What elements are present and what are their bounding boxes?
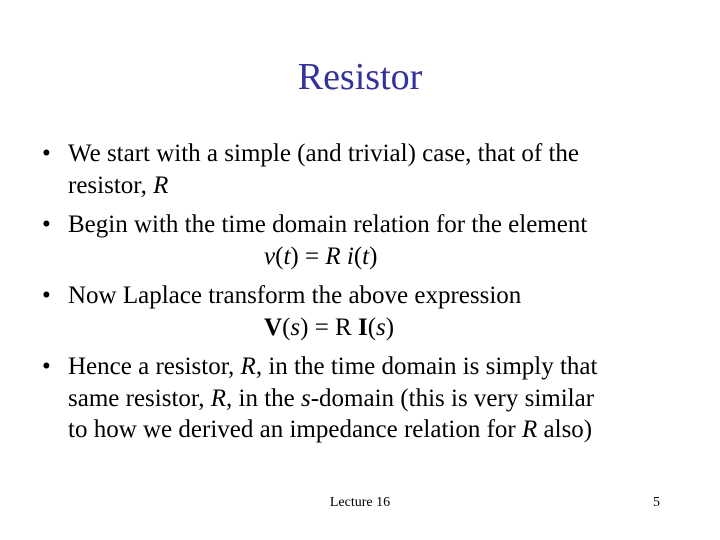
bullet-4-l2c: -domain (this is very similar	[310, 384, 595, 412]
eq2-s: s	[290, 313, 301, 341]
s-domain-equation	[42, 312, 692, 344]
bullet-2-text: Begin with the time domain relation for the element	[68, 211, 588, 238]
bullet-marker: •	[42, 353, 51, 380]
slide-title: Resistor	[297, 56, 423, 98]
eq2-paren: (	[282, 313, 291, 341]
bullet-marker: •	[42, 282, 51, 309]
eq1-v: v	[264, 242, 276, 270]
bullet-item-3	[42, 280, 692, 312]
bullet-3-text: Now Laplace transform the above expression	[68, 282, 522, 309]
bullet-4-l3a: to how we derived an impedance relation for	[68, 416, 522, 443]
eq1-t2: t	[362, 242, 370, 270]
bullet-4-l3b: also)	[537, 416, 593, 443]
bullet-4-l3R: R	[522, 416, 538, 443]
resistor-symbol: R	[153, 171, 169, 199]
bullet-4-l2R: R	[210, 384, 226, 412]
bullet-item-1	[42, 138, 692, 201]
bullet-item-4	[42, 351, 692, 446]
bullet-4-l1b: , in the time domain is simply that	[255, 353, 598, 380]
bullet-4-l2b: , in the	[226, 384, 301, 412]
eq2-s2: s	[376, 313, 386, 341]
eq2-I: I	[357, 313, 368, 341]
bullet-4-l1R: R	[240, 353, 256, 380]
eq1-t: t	[283, 242, 291, 270]
slide-body	[42, 138, 692, 446]
bullet-marker: •	[42, 140, 51, 167]
footer-lecture-label: Lecture 16	[329, 495, 391, 510]
eq1-R: R	[325, 242, 341, 270]
bullet-1-line-1: We start with a simple (and trivial) case, that of the	[68, 140, 580, 167]
eq2-mid: ) = R	[300, 313, 358, 341]
bullet-marker: •	[42, 211, 51, 238]
bullet-4-l2s: s	[301, 384, 311, 412]
eq2-V: V	[264, 313, 283, 341]
time-domain-equation	[42, 241, 692, 273]
bullet-item-2	[42, 209, 692, 241]
bullet-4-l1a: Hence a resistor,	[68, 353, 241, 380]
eq1-mid: ) =	[290, 242, 326, 270]
bullet-1-line-2: resistor,	[68, 171, 154, 199]
eq1-close: )	[369, 242, 378, 270]
footer-page-number: 5	[653, 495, 660, 510]
eq2-paren-2: (	[367, 313, 377, 341]
eq2-close: )	[385, 313, 395, 341]
bullet-4-l2a: same resistor,	[68, 384, 211, 412]
eq1-paren: (	[275, 242, 284, 270]
eq1-paren-2: (	[353, 242, 363, 270]
eq1-i: i	[346, 242, 354, 270]
